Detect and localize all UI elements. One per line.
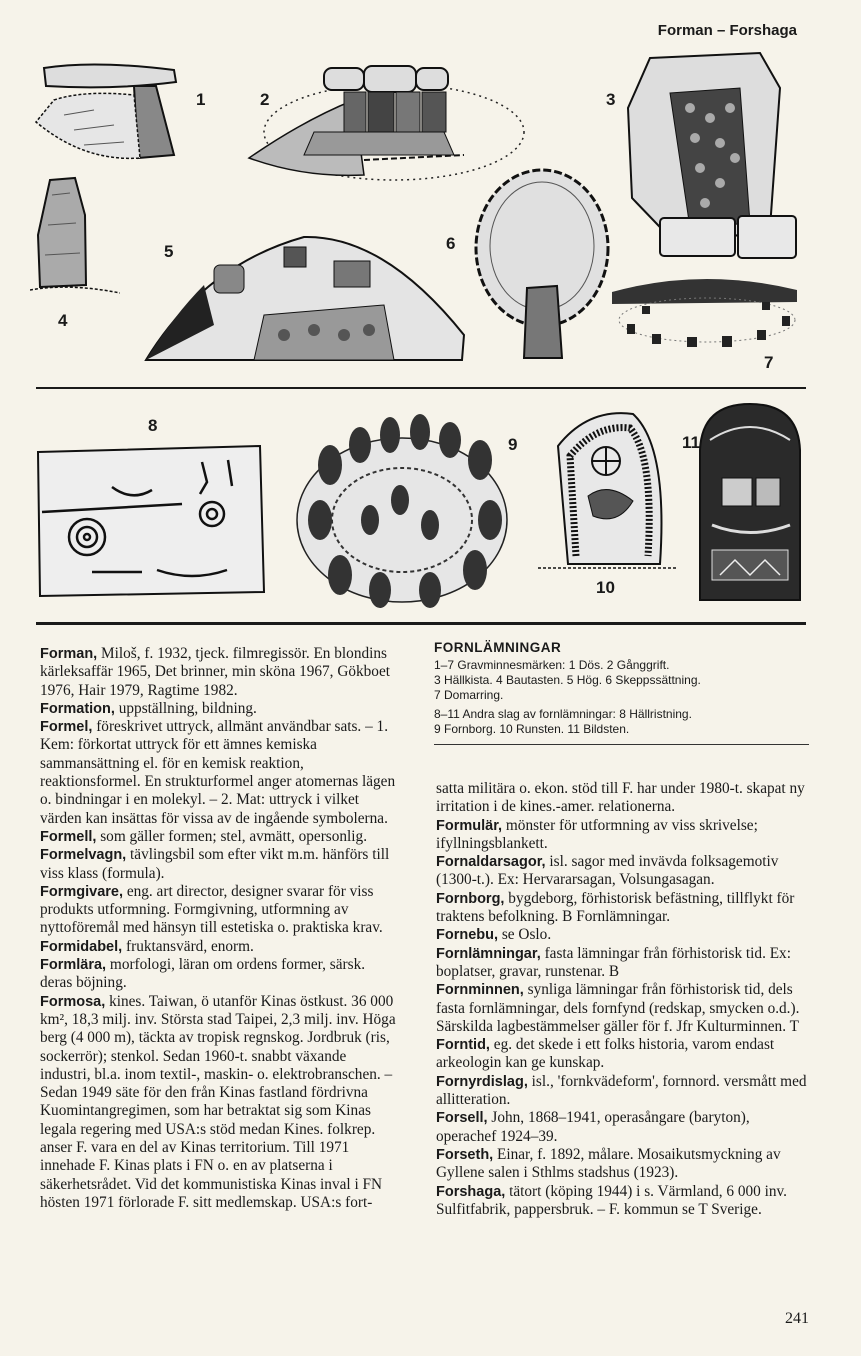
figure-number-4: 4	[58, 311, 68, 330]
entry-text: uppställning, bildning.	[114, 699, 257, 717]
entry-fornebu	[436, 926, 808, 944]
illustration-stone-circle	[612, 262, 802, 350]
figure-number-8: 8	[148, 416, 158, 435]
caption-divider	[434, 744, 809, 745]
entry-text: eg. det skede i ett folks historia, varom endast arkeologin kan ge kunskap.	[436, 1036, 775, 1072]
illustration-standing-stone	[30, 175, 120, 300]
entry-fornaldarsagor	[436, 853, 808, 890]
figure-number-7: 7	[764, 353, 774, 372]
headword: Forsell,	[436, 1110, 488, 1127]
illustration-ship-setting	[472, 158, 614, 363]
headword: Formelvagn,	[40, 847, 127, 864]
entry-fornborg	[436, 890, 808, 927]
figure-number-2: 2	[260, 90, 270, 109]
figure-number-11: 11	[682, 433, 700, 452]
headword: Fornlämningar,	[436, 945, 541, 962]
entry-text: kines. Taiwan, ö utanför Kinas östkust. 36 000 km², 18,3 milj. inv. Största stad Taipei, 2,3 milj. inv. Höga berg (4 000 m), täckta av tropisk regnskog. Jordbruk (ris, sockerrör); stenkol. Sedan 1960-t. snabbt växande industri, bl.a. inom textil-, maskin- o. elektrobranschen. – Sedan 1949 säte för den från Kinas fastland fördrivna Kuomintangregimen, som har betraktat sig som Kinas legala regering med USA:s stöd medan Kines. folkrep. anser F. vara en del av Kinas territorium. Till 1971 innehade F. Kinas plats i FN o. en av platserna i säkerhetsrådet. Vid det kommunistiska Kinas inval i FN hösten 1971 förlorade F. sitt medlemskap. USA:s fort-	[40, 992, 396, 1211]
figure-divider	[36, 387, 806, 389]
entry-text: tätort (köping 1944) i s. Värmland, 6 000 inv. Sulfitfabrik, pappersbruk. – F. kommun se T Sverige.	[436, 1182, 787, 1218]
entry-text: Miloš, f. 1932, tjeck. filmregissör. En blondins kärleksaffär 1965, Det brinner, min sköna 1967, Gökboet 1976, Hair 1979, Ragtime 1982.	[40, 645, 390, 699]
entry-text: isl., 'fornkvädeform', fornnord. versmått med allitteration.	[436, 1072, 807, 1109]
headword: Fornebu,	[436, 927, 499, 944]
caption-line: 1–7 Gravminnesmärken: 1 Dös. 2 Gånggrift.	[434, 658, 670, 672]
entry-forntid	[436, 1036, 808, 1073]
entry-formosa-continued	[436, 780, 808, 817]
entry-text: föreskrivet uttryck, allmänt användbar sats. – 1. Kem: förkortat uttryck för ett ämnes kemiska sammansättning el. för en kemisk reaktion, reaktionsformel. En strukturformel anger atomernas lägen o. bindningar i en molekyl. – 2. Mat: uttryck i vilket värden kan insättas för vissa av de ingående symbolerna.	[40, 718, 396, 827]
entry-fornyrdislag	[436, 1073, 808, 1110]
headword: Formulär,	[436, 817, 503, 834]
figure-number-5: 5	[164, 242, 174, 261]
headword: Formlära,	[40, 957, 107, 974]
page-number: 241	[785, 1310, 809, 1327]
entry-forshaga	[436, 1183, 808, 1220]
headword: Fornborg,	[436, 890, 505, 907]
right-column	[436, 780, 808, 1219]
headword: Formidabel,	[40, 938, 123, 955]
entry-text: morfologi, läran om ordens former, särsk. deras böjning.	[40, 956, 366, 992]
figures-bottom-divider	[36, 622, 806, 625]
entry-forseth	[436, 1146, 808, 1183]
caption-line: 9 Fornborg. 10 Runsten. 11 Bildsten.	[434, 722, 630, 736]
illustration-rock-carving	[32, 442, 267, 600]
figure-number-6: 6	[446, 234, 456, 253]
entry-text: tävlingsbil som efter vikt m.m. hänförs till viss klass (formula).	[40, 846, 390, 882]
figure-number-3: 3	[606, 90, 616, 109]
entry-formosa	[40, 993, 400, 1213]
caption-line: 3 Hällkista. 4 Bautasten. 5 Hög. 6 Skeppssättning.	[434, 673, 701, 687]
entry-text: synliga lämningar från förhistorisk tid, dels fasta fornlämningar, dels fornfynd (redskap, smycken o.d.). Särskilda lagbestämmelser gäller för f. Jfr Kulturminnen. T	[436, 981, 800, 1035]
headword: Formell,	[40, 828, 97, 845]
caption-line: 8–11 Andra slag av fornlämningar: 8 Hällristning.	[434, 707, 692, 721]
entry-formidabel	[40, 938, 400, 956]
illustration-picture-stone	[690, 400, 810, 608]
entry-text: eng. art director, designer svarar för viss produkts utformning. Formgivning, utformning av nyttoföremål med hänsyn till estetiska o. praktiska krav.	[40, 882, 383, 937]
headword: Formel,	[40, 719, 93, 736]
entry-text: bygdeborg, förhistorisk befästning, tillflykt för traktens befolkning. B Fornlämningar.	[436, 889, 795, 926]
headword: Formation,	[40, 700, 115, 717]
illustration-stone-cist	[620, 48, 805, 263]
illustration-hillfort	[290, 410, 520, 610]
headword: Forseth,	[436, 1146, 494, 1163]
entry-text: satta militära o. ekon. stöd till F. har under 1980-t. skapat ny irritation i de kines.-amer. relationerna.	[436, 780, 805, 816]
entry-text: John, 1868–1941, operasångare (baryton), operachef 1924–39.	[436, 1109, 750, 1145]
entry-formular	[436, 817, 808, 854]
headword: Formgivare,	[40, 883, 123, 900]
entry-forsell	[436, 1109, 808, 1146]
entry-formelvagn	[40, 846, 400, 883]
headword: Fornyrdislag,	[436, 1073, 528, 1090]
entry-text: isl. sagor med invävda folksagemotiv (1300-t.). Ex: Hervararsagan, Volsungasagan.	[436, 853, 779, 889]
entry-text: se Oslo.	[498, 926, 552, 944]
entry-fornminnen	[436, 981, 808, 1036]
running-head: Forman – Forshaga	[657, 22, 797, 39]
illustration-mound	[144, 225, 474, 365]
entry-formell	[40, 828, 400, 846]
left-column	[40, 645, 400, 1212]
entry-formation	[40, 700, 400, 718]
headword: Forshaga,	[436, 1183, 506, 1200]
entry-text: Einar, f. 1892, målare. Mosaikutsmyckning av Gyllene salen i Sthlms stadshus (1923).	[436, 1145, 781, 1182]
headword: Forntid,	[436, 1037, 490, 1054]
entry-formgivare	[40, 883, 400, 938]
entry-fornlamningar	[436, 945, 808, 982]
headword: Forman,	[40, 646, 98, 662]
figure-number-9: 9	[508, 435, 518, 454]
entry-formel	[40, 718, 400, 828]
headword: Fornaldarsagor,	[436, 854, 546, 871]
figure-number-1: 1	[196, 90, 206, 109]
caption-line: 7 Domarring.	[434, 688, 504, 702]
entry-text: mönster för utformning av viss skrivelse; ifyllningsblankett.	[436, 816, 758, 852]
figure-number-10: 10	[596, 578, 615, 597]
headword: Fornminnen,	[436, 982, 524, 999]
entry-text: fruktansvärd, enorm.	[122, 937, 254, 955]
entry-text: som gäller formen; stel, avmätt, opersonlig.	[96, 827, 368, 845]
entry-formlara	[40, 956, 400, 993]
illustration-rune-stone	[538, 406, 678, 571]
illustration-dolmen	[34, 60, 184, 165]
figure-caption	[434, 640, 809, 737]
headword: Formosa,	[40, 993, 106, 1010]
entry-text: fasta lämningar från förhistorisk tid. Ex: boplatser, gravar, runstenar. B	[436, 944, 791, 980]
caption-title: FORNLÄMNINGAR	[434, 640, 562, 655]
entry-forman	[40, 645, 400, 700]
